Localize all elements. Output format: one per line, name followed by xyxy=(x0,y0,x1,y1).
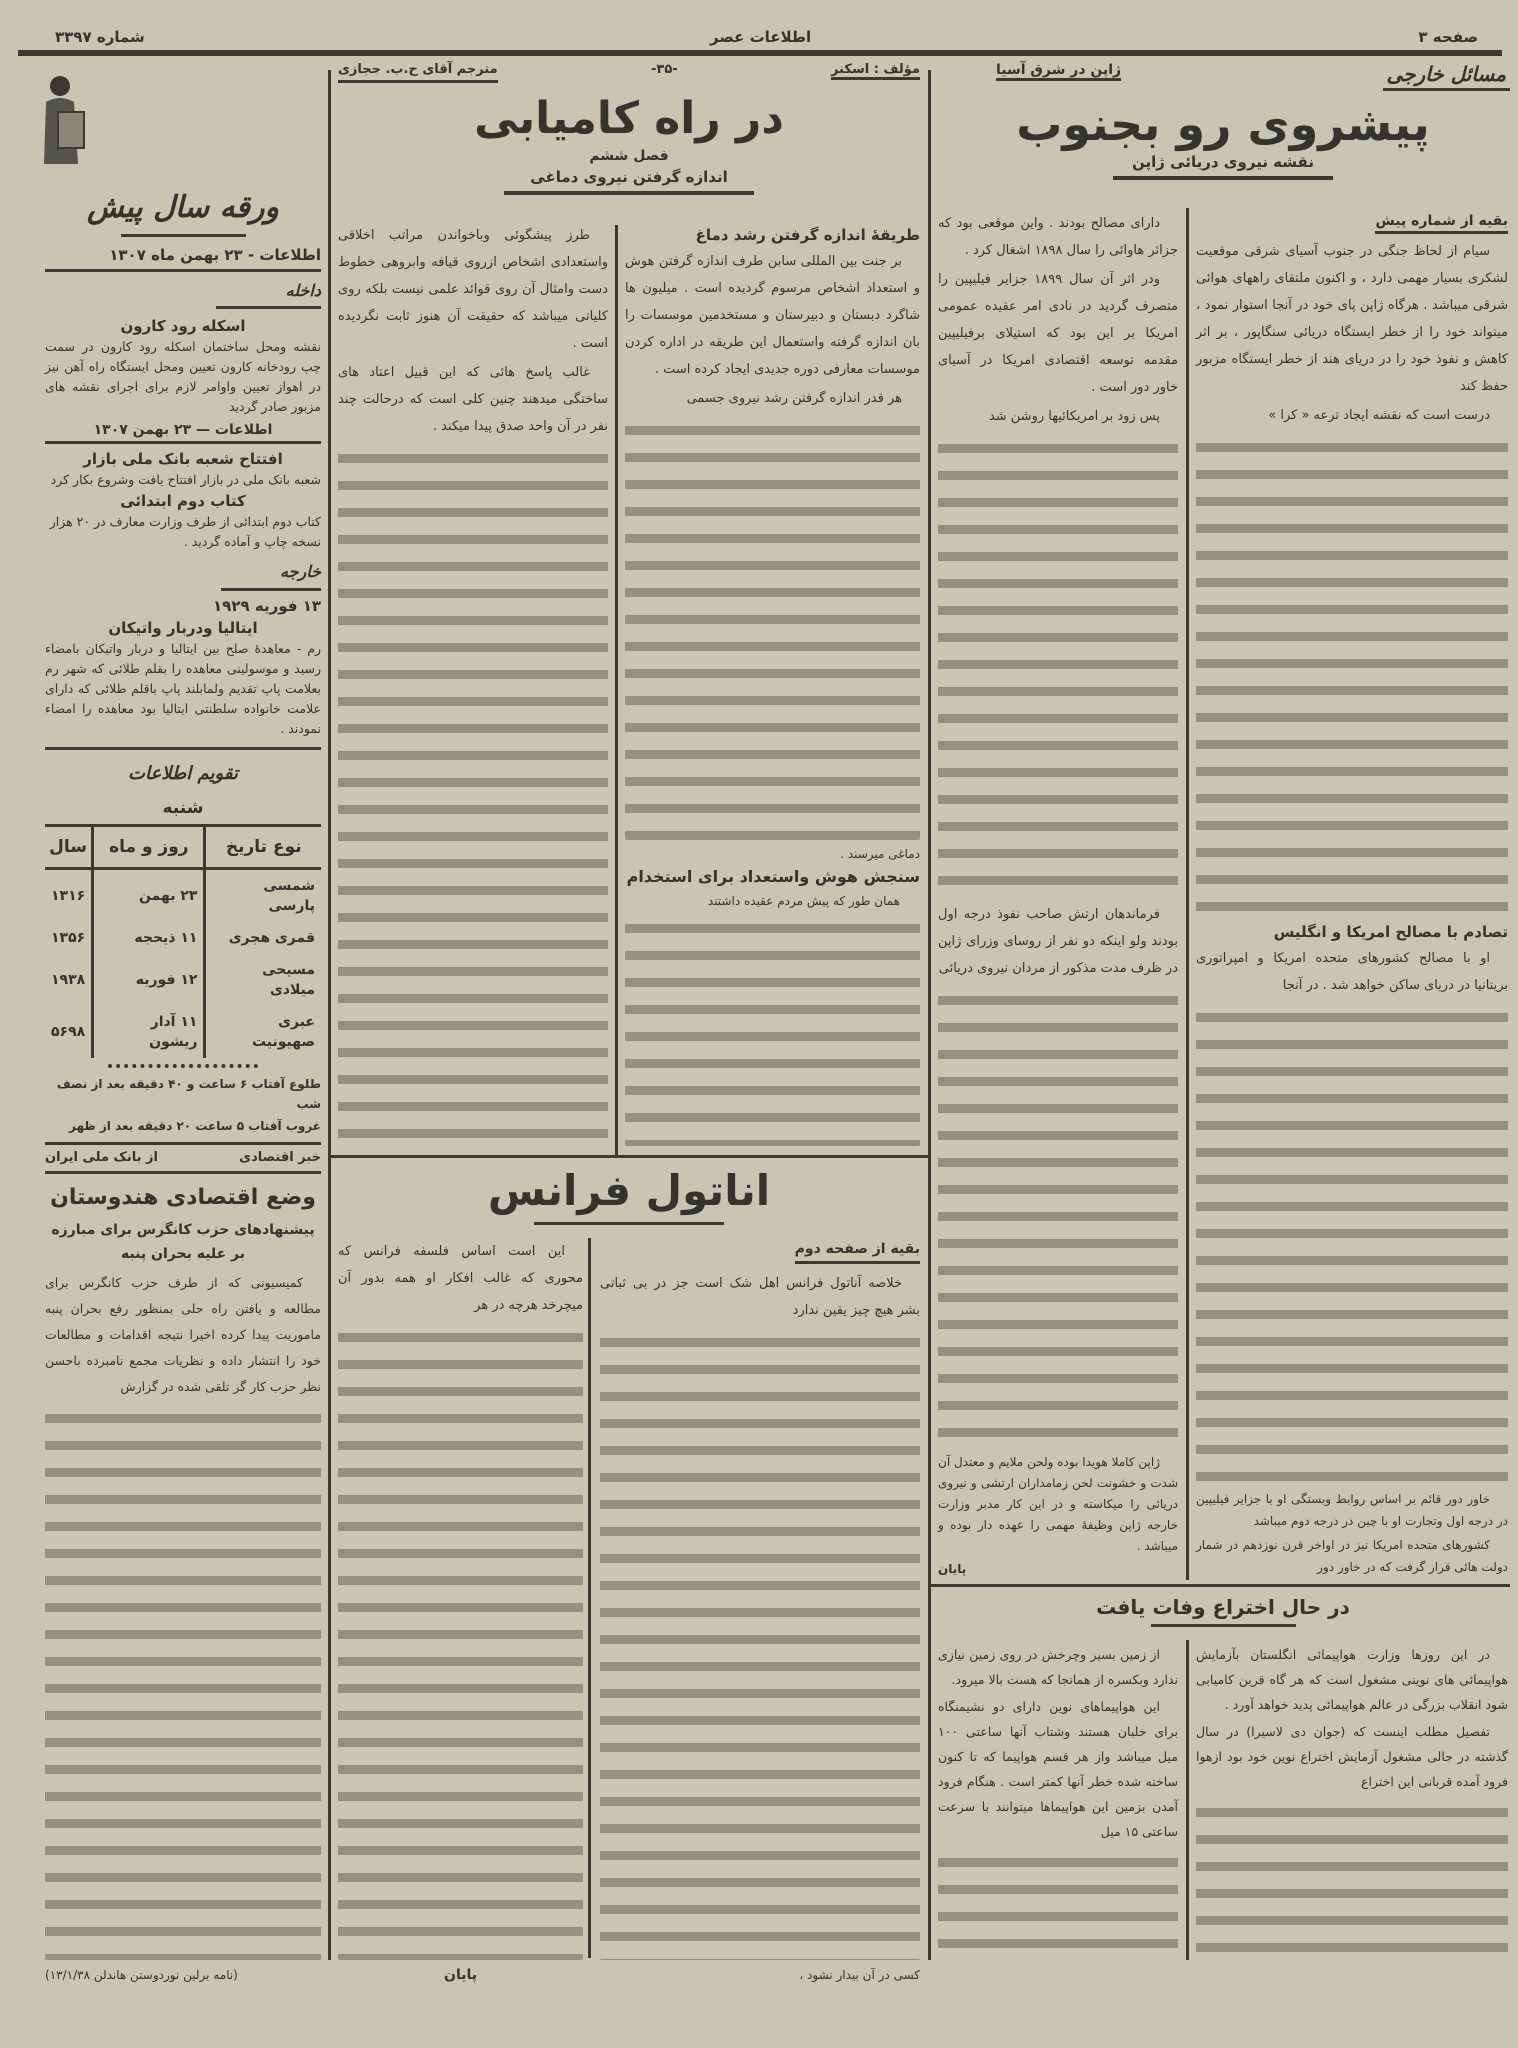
invention-col-left-text xyxy=(938,1642,1178,1846)
text-block xyxy=(45,1406,321,1960)
paragraph: این است اساس فلسفه فرانس که محوری که غالب افکار او همه بدور آن میچرخد هرچه در هر xyxy=(338,1244,583,1313)
article-subtitle: نقشه نیروی دریائی ژاپن xyxy=(1132,153,1314,171)
text-block xyxy=(938,436,1178,897)
author: مؤلف : اسکنر xyxy=(831,62,920,80)
divider xyxy=(504,191,754,195)
column-header: سال xyxy=(45,827,93,869)
calendar-day: شنبه xyxy=(162,798,204,818)
article-subtitle: پیشنهادهای حزب کانگرس برای مبارزه بر علیه بحران پنبه xyxy=(51,1222,315,1262)
column-header: نوع تاریخ xyxy=(205,827,321,869)
paragraph: فرماندهان ارتش صاحب نفوذ درجه اول بودند ولو اینکه دو نفر از روسای وزرای ژاپن در ظرف مدت مذکور از مردان نیروی دریائی xyxy=(938,906,1178,976)
anatole-header xyxy=(338,1162,920,1232)
source-note: (نامه برلین نوردوستن هاندلن ۱۳/۱/۳۸) xyxy=(45,1968,238,1982)
paragraph: طرز پیشگوئی وباخواندن مراتب اخلاقی واستعدادی اشخاص ازروی قیافه وابروهی خطوط دست وامثال آن روی قوائد علمی نیست بلکه روی کلیاتی میباشد که حقیقت آن هنوز ثابت نگردیده است . xyxy=(338,228,608,351)
divider xyxy=(534,1222,724,1225)
article-subtitle: اندازه گرفتن نیروی دماغی xyxy=(530,168,728,186)
news-text: رم - معاهدهٔ صلح بین ایتالیا و دربار واتیکان بامضاء رسید و موسولینی معاهده را بقلم طلائی که شهر رم بعلامت پاپ تقدیم ولمابلند پاپ باقلم طلائی که دارای علامت خانواده سلطنتی ایتالیا بود معاهده را امضاء نمودند . xyxy=(45,641,321,736)
column-header: روز و ماه xyxy=(93,827,205,869)
cell: ۱۱ آدار ریشون xyxy=(93,1006,205,1058)
paragraph: پس زود بر امریکائیها روشن شد xyxy=(988,409,1160,424)
text-block xyxy=(625,418,920,840)
header-rule xyxy=(18,50,1502,56)
paragraph: تفصیل مطلب اینست که (جوان دی لاسیرا) در سال گذشته در حالی مشغول آزمایش اختراع نوین خود بود ازهوا فرود آمده قربانی این اختراع xyxy=(1196,1724,1508,1789)
divider xyxy=(121,234,246,237)
foreign-col-left xyxy=(938,210,1178,1580)
dateline: اطلاعات — ۲۳ بهمن ۱۳۰۷ xyxy=(45,419,321,444)
table-header-row xyxy=(45,827,321,869)
cell: ۱۳۱۶ xyxy=(45,869,93,923)
paragraph: دارای مصالح بودند . واین موقعی بود که جزائر هاوائی را سال ۱۸۹۸ اشغال کرد . xyxy=(938,216,1178,258)
paragraph: از زمین بسیر وچرخش در روی زمین نیازی ندارد وبکسره از همانجا که هست بالا میرود. xyxy=(938,1647,1178,1687)
text-block xyxy=(938,988,1178,1449)
translator: مترجم آقای ح.ب. حجازی xyxy=(338,62,498,83)
cell: ۵۶۹۸ xyxy=(45,1006,93,1058)
byline-row xyxy=(338,62,920,92)
table-row xyxy=(45,954,321,1006)
kicker: ژاپن در شرق آسیا xyxy=(996,62,1121,81)
news-date: ۱۳ فوریه ۱۹۲۹ xyxy=(213,597,321,615)
continued-row xyxy=(600,1238,920,1270)
paragraph: بر جنت بین المللی سابن طرف اندازه گرفتن هوش و استعداد اشخاص مرسوم گردیده است . میلیون ها شاگرد دبستان و دبیرستان و مستخدمین موسسات را بان اندازه گرفته واستعمال این طریقه در اداره کردن موسسات معارفی دوره جدیدی ایجاد کرده است . xyxy=(625,254,920,377)
continued-label: بقیه از شماره پیش xyxy=(1375,213,1508,234)
foreign-col-right xyxy=(1196,210,1508,1580)
divider xyxy=(45,1171,321,1174)
end-label: پایان xyxy=(444,1967,477,1983)
news-headline: اسکله رود کارون xyxy=(120,317,246,335)
anatole-col-right xyxy=(600,1238,920,1986)
subheading: تصادم با مصالح امریکا و انگلیس xyxy=(1273,922,1508,941)
cell: ۲۳ بهمن xyxy=(93,869,205,923)
end-label: پایان xyxy=(938,1562,967,1576)
cell: قمری هجری xyxy=(228,930,315,946)
econ-row xyxy=(45,1147,321,1169)
success-header xyxy=(338,62,920,218)
continued-row xyxy=(1196,210,1508,238)
dotted-divider xyxy=(108,1064,258,1068)
article-title: در راه کامیابی xyxy=(474,93,784,144)
column-title: ورقه سال پیش xyxy=(86,190,279,225)
table-row xyxy=(45,869,321,923)
cell: ۱۳۵۶ xyxy=(45,922,93,954)
foreign-end-right xyxy=(1196,1488,1508,1580)
foreign-clash-right xyxy=(1196,945,1508,1001)
article-title: اناتول فرانس xyxy=(487,1166,771,1215)
article-title: وضع اقتصادی هندوستان xyxy=(50,1185,316,1210)
divider xyxy=(1113,176,1333,180)
text-block xyxy=(338,1325,583,1960)
success-col-right xyxy=(625,222,920,1150)
cell: ۱۱ ذیحجه xyxy=(93,922,205,954)
paragraph: این هواپیماهای نوین دارای دو نشیمنگاه برای خلبان هستند وشتاب آنها ساعتی ۱۰۰ میل میباشد واز هر قسم هواپیما که تا کنون ساخته شده خطر آنها کمتر است . هنگام فرود آمدن بزمین این هواپیماها میتوانند با سرعت ساعتی ۱۵ میل xyxy=(938,1699,1178,1839)
foreign-header xyxy=(936,62,1510,206)
calendar-table xyxy=(45,827,321,1058)
installment-number: -۳۵- xyxy=(651,62,678,77)
paragraph: سیام از لحاظ جنگی در جنوب آسیای شرقی موقعیت لشکری بسیار مهمی دارد ، و اکنون ملتقای راههای هوائی شرقی میباشد . هرگاه ژاپن پای خود در آنجا استوار نمود ، میتواند خود را از خطر ایستگاه دریائی سنگاپور ، بر اثر کاهش و نفوذ خود را در دریای هند از خطر ایستگاه مزبور حفظ کند xyxy=(1196,244,1508,394)
paragraph-end: کسی در آن بیدار نشود ، xyxy=(799,1968,920,1982)
continued-label: بقیه از صفحه دوم xyxy=(795,1241,920,1264)
column-divider xyxy=(928,70,931,1960)
subheading: طریقهٔ اندازه گرفتن رشد دماغ xyxy=(695,226,920,244)
table-row xyxy=(45,922,321,954)
invention-header xyxy=(936,1592,1510,1636)
econ-label: خبر اقتصادی xyxy=(239,1150,321,1165)
success-col-right-text xyxy=(625,248,920,414)
cell: ۱۹۳۸ xyxy=(45,954,93,1006)
paragraph: غالب پاسخ هائی که این قبیل اعتاد های ساختگی میدهند چنین کلی است که درحالت چند نفر در آن واحد صدق پیدا میکند . xyxy=(338,365,608,434)
subheading: سنجش هوش واستعداد برای استخدام xyxy=(626,867,920,886)
cell: شمسی پارسی xyxy=(263,878,315,914)
calendar-title: تقویم اطلاعات xyxy=(128,763,238,784)
cell: عبری صهیونیت xyxy=(251,1014,315,1050)
article-title: در حال اختراع وفات یافت xyxy=(1096,1595,1350,1619)
paragraph: خاور دور قائم بر اساس روابط وبستگی او با جزایر فیلیپین در درجه اول وتجارت او با چین در درجه دوم میباشد xyxy=(1196,1492,1508,1528)
paragraph: درست است که نقشه ایجاد ترعه « کرا » xyxy=(1268,408,1490,423)
paragraph: او با مصالح کشورهای متحده امریکا و امپراتوری بریتانیا در دریای ساکن خواهد شد . در آنجا xyxy=(1196,950,1508,993)
domestic-label: داخله xyxy=(285,281,321,300)
text-block xyxy=(938,1850,1178,1956)
sunset: غروب آفتاب ۵ ساعت ۲۰ دقیقه بعد از ظهر xyxy=(69,1119,321,1133)
newspaper-reader-illustration-icon xyxy=(40,72,85,172)
column-divider xyxy=(328,70,331,1960)
news-headline: کتاب دوم ابتدائی xyxy=(120,492,246,510)
invention-col-right-text xyxy=(1196,1642,1508,1796)
column-divider xyxy=(588,1238,591,1958)
divider xyxy=(45,747,321,750)
foreign-clash-left xyxy=(938,901,1178,984)
paragraph: کشورهای متحده امریکا نیز در اواخر قرن نوزدهم در شمار دولت هائی قرار گرفت که در خاور دور xyxy=(1196,1538,1508,1574)
article-title: پیشروی رو بجنوب xyxy=(1016,97,1430,151)
news-headline: افتتاح شعبه بانک ملی بازار xyxy=(83,450,283,468)
anatole-col-right-text xyxy=(600,1270,920,1326)
news-text: نقشه ومحل ساختمان اسکله رود کارون در سمت چپ رودخانه کارون تعیین ومحل ایستگاه راه آهن نیز در اهواز تعیین واوامر لازم برای اجرای نقشه های مزبور صادر گردید xyxy=(45,339,321,414)
text-block xyxy=(1196,1800,1508,1956)
success-col-left xyxy=(338,222,608,1150)
divider xyxy=(45,269,321,272)
table-row xyxy=(45,1006,321,1058)
cell: ۱۲ فوریه xyxy=(93,954,205,1006)
anatole-col-left xyxy=(338,1238,583,1986)
anatole-col-left-text xyxy=(338,1238,583,1321)
column-divider xyxy=(1186,208,1189,1580)
divider xyxy=(930,1584,1510,1587)
paragraph: کمیسیونی که از طرف حزب کانگرس برای مطالعه و یافتن راه حلی بمنظور رفع بحران پنبه ماموریت پیدا کرده اخیرا نتیجه اقدامات و مطالعات خود را انتشار داده و نظریات مجمع نامبرده باحسن نظر حزب کار گر تلقی شده در گزارش xyxy=(45,1275,321,1394)
text-block xyxy=(1196,435,1508,915)
success-col-left-text xyxy=(338,222,608,442)
paragraph-end: دماغی میرسند . xyxy=(840,847,920,861)
cell: مسیحی میلادی xyxy=(262,962,315,998)
text-block xyxy=(338,446,608,1146)
india-text xyxy=(45,1270,321,1402)
paragraph: خلاصه آناتول فرانس اهل شک است جز در بی ثباتی بشر هیچ چیز یقین ندارد xyxy=(600,1276,920,1318)
text-block xyxy=(1196,1005,1508,1485)
section-label: مسائل خارجی xyxy=(1383,62,1510,91)
left-column xyxy=(45,186,321,1986)
paragraph: ژاپن کاملا هویدا بوده ولحن ملایم و معتدل آن شدت و خشونت لحن زمامداران ارتشی و نیروی دریائی را میکاسته و در این کار مدبر وزارت خارجه ژاپن وظیفهٔ مهمی را عهده دار بوده و میباشد . xyxy=(938,1455,1178,1553)
divider xyxy=(216,306,321,309)
econ-source: از بانک ملی ایران xyxy=(45,1150,158,1165)
invention-col-left xyxy=(938,1642,1178,1960)
foreign-label: خارجه xyxy=(221,560,321,591)
foreign-end-left xyxy=(938,1452,1178,1580)
divider xyxy=(1151,1624,1296,1627)
sunrise: طلوع آفتاب ۶ ساعت و ۴۰ دقیقه بعد از نصف شب xyxy=(56,1077,321,1111)
column-divider xyxy=(1186,1640,1189,1960)
newspaper-name: اطلاعات عصر xyxy=(710,28,812,46)
issue-number: شماره ۳۳۹۷ xyxy=(55,28,145,46)
text-block xyxy=(600,1330,920,1960)
foreign-col-right-text xyxy=(1196,238,1508,431)
news-text: کتاب دوم ابتدائی از طرف وزارت معارف در ۲۰ هزار نسخه چاپ و آماده گردید . xyxy=(49,514,321,549)
invention-col-right xyxy=(1196,1642,1508,1960)
news-text: شعبه بانک ملی در بازار افتتاح یافت وشروع بکار کرد xyxy=(50,472,321,487)
paragraph: همان طور که پیش مردم عقیده داشتند xyxy=(707,894,900,908)
foreign-col-left-text xyxy=(938,210,1178,432)
header-row xyxy=(936,62,1510,96)
text-block xyxy=(625,916,920,1146)
page-number: صفحه ۳ xyxy=(1418,28,1478,46)
paragraph: هر قدر اندازه گرفتن رشد نیروی جسمی xyxy=(686,391,902,406)
paragraph: ودر اثر آن سال ۱۸۹۹ جزایر فیلیپین را متصرف گردید در نادی امر عقیده عمومی امریکا بر این بود که استیلای برفیلیپین مقدمه توسعه اقتصادی امریکا در آسیای خاور دور است . xyxy=(938,272,1178,395)
divider xyxy=(45,1142,321,1145)
column-divider xyxy=(615,225,618,1155)
chapter: فصل ششم xyxy=(589,148,669,164)
paragraph: در این روزها وزارت هواپیمائی انگلستان بآزمایش هواپیمائی های نوینی مشغول است که هر گاه قرین کامیابی شود انقلاب بزرگی در عالم هواپیمائی پدید خواهد آورد . xyxy=(1196,1647,1508,1712)
dateline: اطلاعات - ۲۳ بهمن ماه ۱۳۰۷ xyxy=(109,246,321,264)
divider xyxy=(330,1155,928,1158)
news-headline: ایتالیا ودربار واتیکان xyxy=(108,619,258,637)
